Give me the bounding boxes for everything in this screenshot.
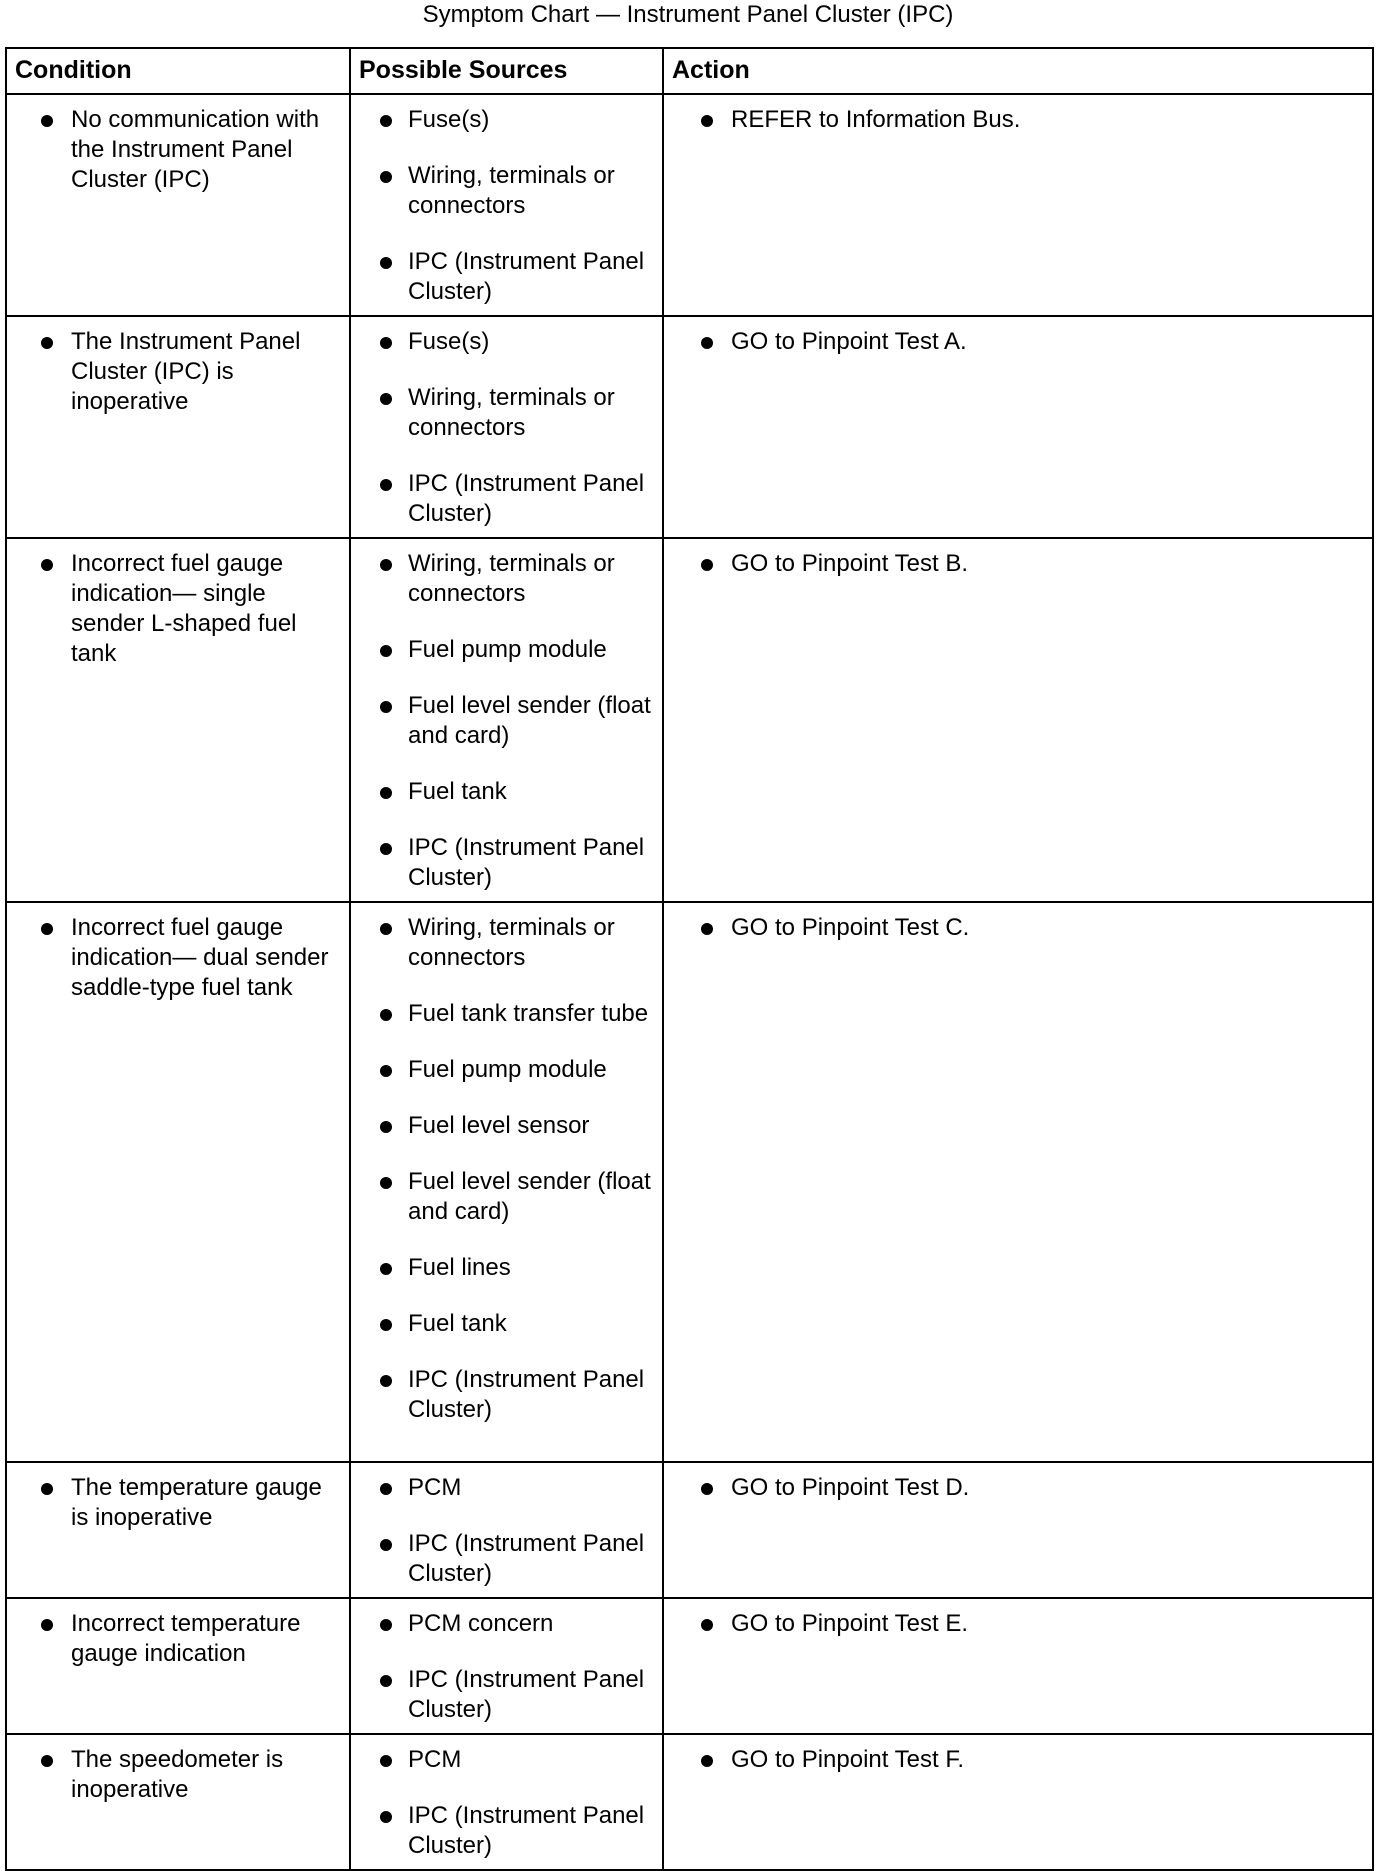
bullet-item — [357, 1365, 656, 1425]
bullet-item — [357, 691, 656, 751]
bullet-list — [670, 913, 1366, 943]
bullet-text: Fuel tank — [408, 1310, 507, 1337]
bullet-item — [357, 469, 656, 529]
bullet-dot-icon — [380, 1009, 392, 1021]
bullet-list — [357, 1609, 656, 1725]
bullet-text: The speedometer is inoperative — [71, 1746, 284, 1803]
bullet-list — [357, 913, 656, 1425]
bullet-item — [357, 1745, 656, 1775]
bullet-text: GO to Pinpoint Test C. — [731, 914, 970, 941]
table-row — [6, 94, 1373, 316]
bullet-item — [670, 327, 1366, 357]
bullet-text: Fuse(s) — [408, 106, 490, 133]
bullet-item — [13, 1745, 343, 1805]
bullet-dot-icon — [41, 115, 53, 127]
bullet-list — [357, 327, 656, 529]
symptom-chart-table — [5, 47, 1374, 1871]
possible-sources-cell — [350, 1734, 663, 1870]
bullet-text: Wiring, terminals or connectors — [408, 162, 615, 219]
bullet-dot-icon — [701, 115, 713, 127]
bullet-dot-icon — [701, 1755, 713, 1767]
bullet-item — [357, 635, 656, 665]
bullet-item — [670, 1745, 1366, 1775]
action-cell — [663, 1734, 1373, 1870]
action-cell — [663, 538, 1373, 902]
bullet-item — [357, 1253, 656, 1283]
table-body — [6, 94, 1373, 1870]
bullet-text: Wiring, terminals or connectors — [408, 550, 615, 607]
condition-cell — [6, 1598, 350, 1734]
bullet-text: Fuel tank transfer tube — [408, 1000, 649, 1027]
bullet-dot-icon — [380, 1755, 392, 1767]
condition-cell — [6, 316, 350, 538]
bullet-item — [357, 1609, 656, 1639]
page-title: Symptom Chart — Instrument Panel Cluster (IPC) — [422, 1, 954, 28]
bullet-item — [670, 913, 1366, 943]
bullet-text: IPC (Instrument Panel Cluster) — [408, 1666, 645, 1723]
bullet-dot-icon — [41, 1619, 53, 1631]
bullet-text: Incorrect fuel gauge indication— dual sender saddle-type fuel tank — [71, 914, 329, 1001]
bullet-text: GO to Pinpoint Test F. — [731, 1746, 965, 1773]
bullet-dot-icon — [380, 645, 392, 657]
action-cell — [663, 1598, 1373, 1734]
bullet-item — [357, 1665, 656, 1725]
column-header-possible-sources: Possible Sources — [350, 48, 663, 94]
bullet-dot-icon — [380, 1177, 392, 1189]
bullet-list — [13, 327, 343, 417]
bullet-dot-icon — [380, 1065, 392, 1077]
bullet-item — [357, 327, 656, 357]
bullet-text: The Instrument Panel Cluster (IPC) is inoperative — [71, 328, 301, 415]
bullet-dot-icon — [701, 923, 713, 935]
bullet-text: Fuel level sender (float and card) — [408, 1168, 651, 1225]
bullet-list — [357, 105, 656, 307]
bullet-text: Fuel lines — [408, 1254, 511, 1281]
bullet-text: GO to Pinpoint Test D. — [731, 1474, 970, 1501]
bullet-text: No communication with the Instrument Panel Cluster (IPC) — [71, 106, 320, 193]
bullet-dot-icon — [380, 1319, 392, 1331]
bullet-item — [357, 1801, 656, 1861]
bullet-text: IPC (Instrument Panel Cluster) — [408, 1802, 645, 1859]
bullet-list — [357, 549, 656, 893]
bullet-text: Wiring, terminals or connectors — [408, 384, 615, 441]
bullet-list — [670, 105, 1366, 135]
bullet-item — [13, 549, 343, 669]
bullet-dot-icon — [701, 559, 713, 571]
bullet-text: The temperature gauge is inoperative — [71, 1474, 322, 1531]
bullet-text: GO to Pinpoint Test A. — [731, 328, 967, 355]
bullet-item — [670, 549, 1366, 579]
bullet-text: Fuel tank — [408, 778, 507, 805]
bullet-dot-icon — [380, 115, 392, 127]
bullet-dot-icon — [380, 479, 392, 491]
bullet-list — [670, 327, 1366, 357]
possible-sources-cell — [350, 316, 663, 538]
bullet-dot-icon — [380, 257, 392, 269]
bullet-dot-icon — [380, 701, 392, 713]
bullet-item — [357, 777, 656, 807]
bullet-text: Incorrect fuel gauge indication— single sender L-shaped fuel tank — [71, 550, 297, 667]
bullet-item — [13, 327, 343, 417]
possible-sources-cell — [350, 538, 663, 902]
condition-cell — [6, 902, 350, 1462]
bullet-text: Fuel level sensor — [408, 1112, 590, 1139]
bullet-dot-icon — [380, 1811, 392, 1823]
bullet-text: IPC (Instrument Panel Cluster) — [408, 248, 645, 305]
bullet-list — [13, 105, 343, 195]
bullet-text: GO to Pinpoint Test E. — [731, 1610, 969, 1637]
bullet-list — [357, 1473, 656, 1589]
bullet-dot-icon — [380, 393, 392, 405]
bullet-text: Fuel pump module — [408, 1056, 607, 1083]
bullet-item — [670, 1473, 1366, 1503]
possible-sources-cell — [350, 94, 663, 316]
bullet-item — [357, 913, 656, 973]
bullet-item — [357, 161, 656, 221]
table-header-row — [6, 48, 1373, 94]
action-cell — [663, 94, 1373, 316]
bullet-dot-icon — [380, 923, 392, 935]
bullet-dot-icon — [41, 923, 53, 935]
bullet-list — [357, 1745, 656, 1861]
bullet-item — [357, 833, 656, 893]
bullet-dot-icon — [380, 1121, 392, 1133]
bullet-item — [357, 1309, 656, 1339]
bullet-item — [13, 1609, 343, 1669]
bullet-item — [357, 549, 656, 609]
action-cell — [663, 902, 1373, 1462]
bullet-item — [670, 105, 1366, 135]
bullet-item — [357, 1111, 656, 1141]
column-header-action: Action — [663, 48, 1373, 94]
bullet-list — [13, 1609, 343, 1669]
bullet-item — [357, 1055, 656, 1085]
bullet-text: GO to Pinpoint Test B. — [731, 550, 969, 577]
possible-sources-cell — [350, 1598, 663, 1734]
bullet-list — [670, 1609, 1366, 1639]
bullet-list — [670, 549, 1366, 579]
bullet-list — [670, 1745, 1366, 1775]
bullet-item — [357, 999, 656, 1029]
bullet-dot-icon — [380, 559, 392, 571]
possible-sources-cell — [350, 902, 663, 1462]
bullet-item — [13, 105, 343, 195]
bullet-dot-icon — [380, 787, 392, 799]
bullet-dot-icon — [41, 1755, 53, 1767]
table-row — [6, 538, 1373, 902]
bullet-text: PCM concern — [408, 1610, 554, 1637]
condition-cell — [6, 1462, 350, 1598]
bullet-dot-icon — [380, 171, 392, 183]
bullet-list — [13, 549, 343, 669]
bullet-list — [13, 1745, 343, 1805]
bullet-item — [357, 247, 656, 307]
bullet-text: Fuse(s) — [408, 328, 490, 355]
bullet-item — [13, 913, 343, 1003]
bullet-text: Fuel pump module — [408, 636, 607, 663]
possible-sources-cell — [350, 1462, 663, 1598]
column-header-condition: Condition — [6, 48, 350, 94]
bullet-list — [13, 1473, 343, 1533]
bullet-text: IPC (Instrument Panel Cluster) — [408, 834, 645, 891]
bullet-dot-icon — [41, 559, 53, 571]
table-row — [6, 316, 1373, 538]
bullet-dot-icon — [41, 1483, 53, 1495]
bullet-item — [357, 383, 656, 443]
bullet-text: REFER to Information Bus. — [731, 106, 1021, 133]
bullet-item — [357, 1167, 656, 1227]
bullet-dot-icon — [41, 337, 53, 349]
bullet-item — [357, 1529, 656, 1589]
bullet-item — [670, 1609, 1366, 1639]
bullet-text: PCM — [408, 1474, 462, 1501]
bullet-item — [357, 1473, 656, 1503]
bullet-dot-icon — [380, 1675, 392, 1687]
bullet-dot-icon — [701, 1483, 713, 1495]
condition-cell — [6, 1734, 350, 1870]
bullet-dot-icon — [701, 1619, 713, 1631]
table-row — [6, 902, 1373, 1462]
bullet-dot-icon — [380, 1375, 392, 1387]
action-cell — [663, 316, 1373, 538]
bullet-dot-icon — [380, 1539, 392, 1551]
bullet-text: Incorrect temperature gauge indication — [71, 1610, 301, 1667]
bullet-text: PCM — [408, 1746, 462, 1773]
bullet-dot-icon — [380, 843, 392, 855]
bullet-dot-icon — [701, 337, 713, 349]
bullet-dot-icon — [380, 337, 392, 349]
bullet-text: IPC (Instrument Panel Cluster) — [408, 470, 645, 527]
bullet-list — [670, 1473, 1366, 1503]
table-row — [6, 1462, 1373, 1598]
bullet-item — [357, 105, 656, 135]
table-row — [6, 1598, 1373, 1734]
bullet-list — [13, 913, 343, 1003]
bullet-dot-icon — [380, 1483, 392, 1495]
condition-cell — [6, 538, 350, 902]
bullet-text: IPC (Instrument Panel Cluster) — [408, 1530, 645, 1587]
bullet-text: IPC (Instrument Panel Cluster) — [408, 1366, 645, 1423]
bullet-text: Fuel level sender (float and card) — [408, 692, 651, 749]
condition-cell — [6, 94, 350, 316]
bullet-item — [13, 1473, 343, 1533]
table-row — [6, 1734, 1373, 1870]
bullet-dot-icon — [380, 1619, 392, 1631]
bullet-dot-icon — [380, 1263, 392, 1275]
action-cell — [663, 1462, 1373, 1598]
bullet-text: Wiring, terminals or connectors — [408, 914, 615, 971]
